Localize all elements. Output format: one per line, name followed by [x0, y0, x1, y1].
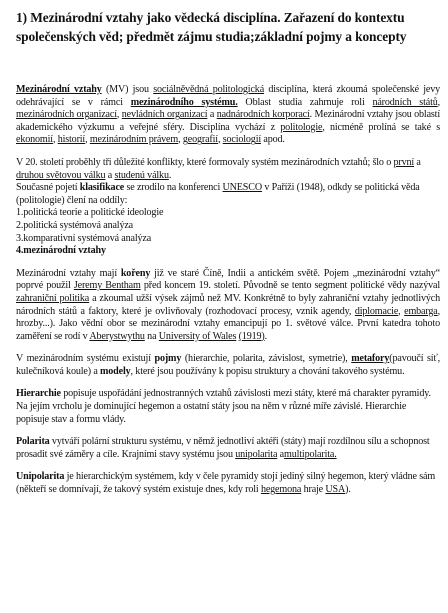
text-run[interactable]: nevládních organizací [121, 109, 208, 121]
text-run[interactable]: první [393, 156, 415, 168]
text-run: ). [345, 484, 351, 496]
paragraph-polarity [16, 436, 440, 461]
text-run: V 20. století proběhly tři důležité konflikty, které formovaly systém mezinárodních vztahů; šlo o [16, 156, 394, 168]
text-run[interactable]: historií [57, 134, 86, 146]
text-run: modely [100, 365, 131, 377]
text-run[interactable]: mezinárodním právem [89, 134, 179, 146]
text-run: 4.mezinárodní vztahy [16, 245, 106, 257]
text-run[interactable]: embarga [404, 305, 438, 317]
paragraph-conflicts [16, 157, 440, 182]
text-run[interactable]: mezinárodních organizací [16, 109, 117, 121]
text-run: Polarita [16, 436, 50, 448]
text-run: a [207, 109, 217, 121]
text-run[interactable]: hegemona [260, 484, 302, 496]
text-run: , [52, 134, 58, 146]
text-run: , [178, 134, 183, 146]
document-page [12, 8, 440, 507]
text-run[interactable]: sociologií [222, 134, 262, 146]
text-run[interactable]: geografií [182, 134, 218, 146]
text-run[interactable]: unipolarita [235, 448, 278, 460]
text-run: Mezinárodní vztahy mají [16, 267, 121, 279]
text-run[interactable]: (1919) [238, 330, 265, 342]
text-run: , [116, 109, 122, 121]
text-run[interactable]: UNESCO [222, 182, 262, 194]
text-run: Hierarchie [16, 388, 61, 400]
text-run: v Paříži (1948), odkdy se politická věda (politologie) člení na oddíly: [16, 182, 420, 206]
paragraph-roots [16, 268, 440, 344]
text-run: , které jsou používány k popisu struktury a chování takového systému. [130, 365, 405, 377]
text-run: Unipolarita [16, 471, 65, 483]
text-run: a [277, 448, 285, 460]
text-run: 1.politická teorie a politické ideologie [16, 207, 164, 219]
text-run: apod. [261, 134, 285, 146]
text-run: se zrodilo na konferenci [124, 182, 223, 194]
paragraph-definition [16, 84, 440, 147]
text-run: hraje [301, 484, 326, 496]
text-run[interactable]: druhou světovou válku [16, 169, 106, 181]
text-run[interactable]: ekonomií [16, 134, 53, 146]
paragraph-classification [16, 182, 440, 207]
text-run: 2.politická systémová analýza [16, 219, 134, 231]
text-run: před koncem 19. století. Původně se tento segment politické vědy nazýval [140, 280, 440, 292]
text-run: popisuje uspořádání jednostranných vztahů závislosti mezi státy, které má charakter pyramidy. Na jejím vrcholu je dominující hegemon a ostatní státy jsou na něm v různé míře závislé. Hierarchie popisuje stav a formu vlády. [16, 388, 431, 425]
text-run: , [85, 134, 90, 146]
text-run: pojmy [154, 353, 182, 365]
text-run[interactable]: Aberystwythu [89, 330, 145, 342]
text-run[interactable]: University of Wales [158, 330, 237, 342]
text-run[interactable]: USA [325, 484, 346, 496]
text-run[interactable]: Mezinárodní vztahy [16, 84, 102, 95]
text-run: (MV) jsou [101, 84, 154, 95]
text-run: 3.komparativní systémová analýza [16, 232, 152, 244]
list-item [16, 220, 440, 233]
list-item [16, 207, 440, 220]
text-run: je hierarchickým systémem, kdy v čele pyramidy stojí jediný silný hegemon, který vládne sám (někteří se domnívají, že takový systém existuje dnes, kdy roli [16, 471, 436, 496]
text-run: a [414, 156, 421, 168]
text-run: a zkoumal užší výsek zájmů než MV. Konkrétně to byly zahraniční vztahy jednotlivých národních států a faktory, které je ovlivňovaly (rozhodovací procesy, vznik agendy, [16, 292, 441, 317]
text-run: Současné pojetí [16, 182, 80, 194]
text-run[interactable]: studenú válku [114, 169, 169, 181]
text-run: klasifikace [79, 182, 125, 194]
text-run: . [168, 169, 172, 181]
text-run: vytváří polární strukturu systému, v němž jednotliví aktéři (státy) mají rozdílnou sílu a schopnost prosadit své záměry a cíle. Krajními stavy systému jsou [16, 436, 430, 460]
paragraph-hierarchy [16, 388, 440, 426]
text-run: V mezinárodním systému existují [16, 353, 155, 365]
text-run: kořeny [120, 267, 151, 279]
text-run[interactable]: zahraniční politika [16, 292, 90, 304]
text-run: , hrozby...). Jako vědní obor se mezinárodní vztahy emancipují po 1. světové válce. První katedra tohoto zaměření se rodí v [16, 305, 441, 342]
text-run[interactable]: diplomacie [354, 305, 399, 317]
text-run[interactable]: nadnárodních korporací [216, 109, 310, 121]
text-run[interactable]: multipolarita. [284, 448, 337, 460]
text-run: , nicméně prolíná se také s [322, 121, 440, 133]
text-run: . Mezinárodní vztahy jsou oblastí akademického výzkumu a veřejné sféry. Disciplína vychází z [16, 109, 440, 133]
text-run[interactable]: politologie [280, 121, 323, 133]
text-run: a [105, 169, 115, 181]
text-run[interactable]: mezinárodního systému. [130, 96, 238, 108]
text-run[interactable]: Jeremy Bentham [73, 280, 141, 292]
text-run: již ve staré Číně, Indii a antickém světě. Pojem „mezinárodní vztahy“ poprvé použil [16, 267, 440, 292]
list-item [16, 245, 440, 258]
text-run[interactable]: sociálněvědná politologická [153, 84, 265, 95]
text-run: , [437, 96, 441, 108]
paragraph-concepts [16, 353, 440, 378]
text-run: na [144, 330, 159, 342]
classification-list [12, 207, 440, 257]
text-run: (pavoučí síť, kulečníková koule) a [16, 353, 440, 377]
text-run: , [398, 305, 405, 317]
text-run[interactable]: metafory [351, 353, 390, 365]
text-run: disciplína, která zkoumá společenské jevy odehrávající se v rámci [16, 84, 441, 108]
text-run: , [217, 134, 223, 146]
page-title: 1) Mezinárodní vztahy jako vědecká disciplína. Zařazení do kontextu společenských věd; předmět zájmu studia;základní pojmy a koncepty [16, 10, 407, 44]
text-run[interactable]: národních států [372, 96, 438, 108]
text-run: (hierarchie, polarita, závislost, symetrie), [181, 353, 352, 365]
text-run: Oblast studia zahrnuje roli [237, 96, 373, 108]
paragraph-unipolarity [16, 471, 440, 496]
list-item [16, 233, 440, 246]
text-run: . [264, 330, 267, 342]
